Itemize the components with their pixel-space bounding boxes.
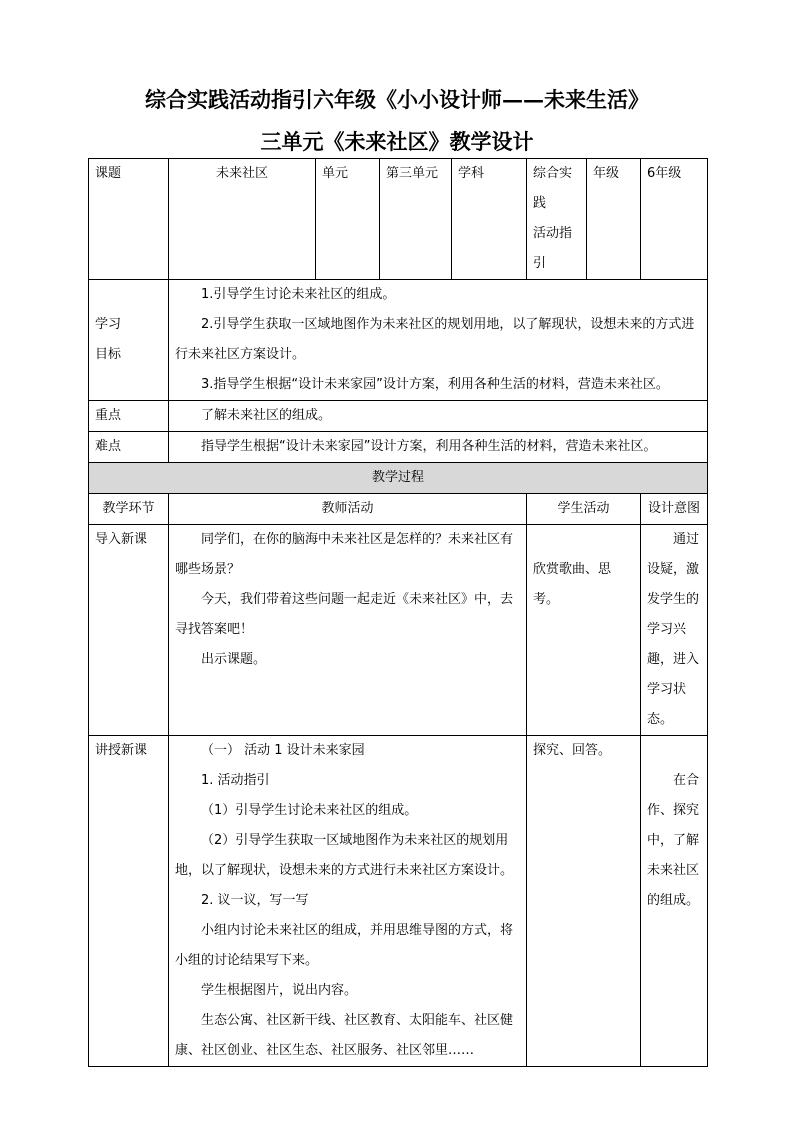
difficulty-label: 难点 bbox=[89, 432, 169, 463]
subject-value bbox=[527, 159, 587, 280]
goals-content bbox=[169, 280, 708, 401]
difficulty-row bbox=[89, 432, 708, 463]
goals-label-line1: 学习 bbox=[95, 317, 122, 332]
document-subtitle: 三单元《未来社区》教学设计 bbox=[260, 129, 534, 154]
difficulty-value: 指导学生根据“设计未来家园”设计方案，利用各种生活的材料，营造未来社区。 bbox=[169, 432, 708, 463]
col-header-stage: 教学环节 bbox=[89, 494, 169, 525]
teacher-activity-cell bbox=[169, 525, 527, 736]
process-band-row bbox=[89, 463, 708, 494]
teacher-paragraph: 出示课题。 bbox=[201, 652, 267, 667]
teacher-paragraph: 学生根据图片，说出内容。 bbox=[201, 983, 358, 998]
info-row bbox=[89, 159, 708, 280]
col-header-student: 学生活动 bbox=[527, 494, 641, 525]
stage-cell: 讲授新课 bbox=[89, 736, 169, 1067]
process-row-intro bbox=[89, 525, 708, 736]
unit-label: 单元 bbox=[316, 159, 380, 280]
teacher-paragraph: 同学们，在你的脑海中未来社区是怎样的？未来社区有哪些场景？ bbox=[175, 532, 514, 577]
goal-item: 1.引导学生讨论未来社区的组成。 bbox=[201, 287, 396, 302]
goals-label-line2: 目标 bbox=[95, 347, 122, 362]
goals-label bbox=[89, 280, 169, 401]
key-point-value: 了解未来社区的组成。 bbox=[169, 401, 708, 432]
teacher-paragraph: （1）引导学生讨论未来社区的组成。 bbox=[201, 803, 418, 818]
col-header-teacher: 教师活动 bbox=[169, 494, 527, 525]
grade-label: 年级 bbox=[587, 159, 641, 280]
col-header-intent: 设计意图 bbox=[641, 494, 708, 525]
key-point-row bbox=[89, 401, 708, 432]
topic-value: 未来社区 bbox=[169, 159, 316, 280]
student-activity-text: 欣赏歌曲、思考。 bbox=[533, 562, 612, 607]
process-band-title: 教学过程 bbox=[89, 463, 708, 494]
goals-row bbox=[89, 280, 708, 401]
teacher-paragraph: 1. 活动指引 bbox=[201, 773, 270, 788]
teacher-paragraph: 今天，我们带着这些问题一起走近《未来社区》中，去寻找答案吧！ bbox=[175, 592, 514, 637]
teacher-paragraph: 生态公寓、社区新干线、社区教育、太阳能车、社区健康、社区创业、社区生态、社区服务、社区邻里…… bbox=[175, 1013, 514, 1058]
teacher-activity-cell bbox=[169, 736, 527, 1067]
design-intent-cell bbox=[641, 736, 708, 1067]
grade-value: 6年级 bbox=[641, 159, 708, 280]
stage-cell: 导入新课 bbox=[89, 525, 169, 736]
teacher-paragraph: 2. 议一议，写一写 bbox=[201, 893, 309, 908]
teacher-paragraph: （2）引导学生获取一区域地图作为未来社区的规划用地，以了解现状，设想未来的方式进行未来社区方案设计。 bbox=[175, 833, 514, 878]
student-activity-cell bbox=[527, 525, 641, 736]
subject-value-line1: 综合实践 bbox=[533, 166, 573, 211]
subject-label: 学科 bbox=[452, 159, 527, 280]
document-title: 综合实践活动指引六年级《小小设计师——未来生活》 bbox=[145, 87, 649, 112]
teacher-paragraph: 小组内讨论未来社区的组成，并用思维导图的方式，将小组的讨论结果写下来。 bbox=[175, 923, 514, 968]
key-point-label: 重点 bbox=[89, 401, 169, 432]
process-header-row bbox=[89, 494, 708, 525]
student-activity-text: 探究、回答。 bbox=[533, 743, 612, 758]
goal-item: 3.指导学生根据“设计未来家园”设计方案，利用各种生活的材料，营造未来社区。 bbox=[201, 377, 669, 392]
unit-value: 第三单元 bbox=[380, 159, 452, 280]
process-row-new-lesson bbox=[89, 736, 708, 1067]
design-intent-cell bbox=[641, 525, 708, 736]
subject-value-line2: 活动指引 bbox=[533, 226, 573, 271]
design-intent-text: 在合作、探究中，了解未来社区的组成。 bbox=[647, 773, 700, 908]
activity-heading: （一） 活动 1 设计未来家园 bbox=[201, 743, 365, 758]
topic-label: 课题 bbox=[89, 159, 169, 280]
lesson-plan-table bbox=[88, 158, 708, 1067]
student-activity-cell bbox=[527, 736, 641, 1067]
goal-item: 2.引导学生获取一区域地图作为未来社区的规划用地，以了解现状，设想未来的方式进行未来社区方案设计。 bbox=[175, 317, 695, 362]
design-intent-text: 通过设疑，激发学生的学习兴趣，进入学习状态。 bbox=[647, 532, 700, 727]
